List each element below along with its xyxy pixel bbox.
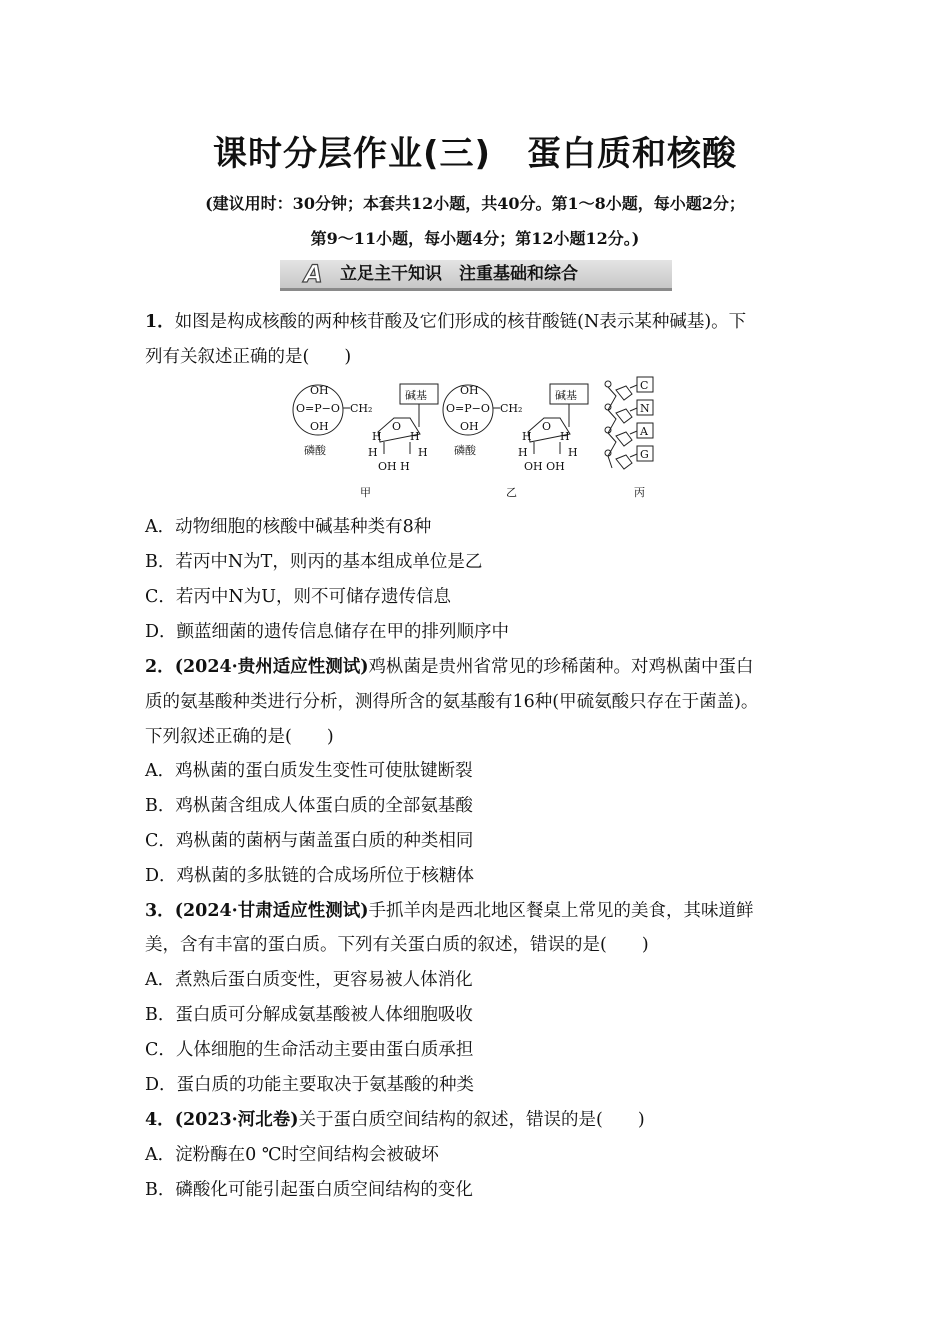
svg-text:H: H [368,446,378,459]
q3-stem-text1: 手抓羊肉是西北地区餐桌上常见的美食，其味道鲜 [368,901,754,921]
time-note-line2: 第9～11小题，每小题4分；第12小题12分。) [310,229,640,248]
q1-option-d: D．颤蓝细菌的遗传信息储存在甲的排列顺序中 [145,622,510,642]
q2-option-a: A．鸡枞菌的蛋白质发生变性可使肽键断裂 [145,761,473,781]
q4-option-a: A．淀粉酶在0 ℃时空间结构会被破坏 [145,1145,439,1165]
svg-text:CH₂: CH₂ [500,402,523,415]
q3-option-c: C．人体细胞的生命活动主要由蛋白质承担 [145,1040,474,1060]
q1-option-c: C．若丙中N为U，则不可储存遗传信息 [145,587,451,607]
svg-text:N: N [640,402,650,415]
title-part1: 课时分层作业(三) [212,134,492,174]
svg-text:H: H [560,430,570,443]
q4-number: 4． [145,1110,175,1130]
section-title: 立足主干知识 注重基础和综合 [340,264,578,284]
svg-text:磷酸: 磷酸 [304,444,326,457]
label-jia: 甲 [360,486,371,499]
svg-text:G: G [640,448,649,461]
q3-option-d: D．蛋白质的功能主要取决于氨基酸的种类 [145,1075,475,1095]
q1-number: 1． [145,312,175,332]
svg-text:OH: OH [310,420,329,433]
q2-source: (2024·贵州适应性测试) [174,657,369,677]
q1-stem-line1 [145,310,746,334]
q2-number: 2． [145,657,175,677]
svg-text:碱基: 碱基 [555,389,577,402]
svg-text:O=P−O: O=P−O [296,402,340,415]
q3-source: (2024·甘肃适应性测试) [174,901,369,921]
q2-stem-line3: 下列叙述正确的是( ) [145,727,334,747]
label-bing: 丙 [634,486,645,499]
svg-text:OH: OH [460,420,479,433]
svg-text:OH: OH [460,384,479,397]
q2-stem-line2: 质的氨基酸种类进行分析，测得所含的氨基酸有16种(甲硫氨酸只存在于菌盖)。 [145,692,759,712]
q3-option-b: B．蛋白质可分解成氨基酸被人体细胞吸收 [145,1005,473,1025]
title-part2: 蛋白质和核酸 [527,134,738,174]
q2-option-d: D．鸡枞菌的多肽链的合成场所位于核糖体 [145,866,475,886]
q2-stem-text1: 鸡枞菌是贵州省常见的珍稀菌种。对鸡枞菌中蛋白 [368,657,754,677]
q4-stem-line1 [145,1108,645,1132]
nucleotide-figure [290,372,670,502]
svg-text:碱基: 碱基 [405,389,427,402]
nucleotide-chain-bing [605,377,653,499]
q4-option-b: B．磷酸化可能引起蛋白质空间结构的变化 [145,1180,473,1200]
page-title [0,126,950,175]
svg-text:O=P−O: O=P−O [446,402,490,415]
label-yi: 乙 [506,486,517,499]
svg-text:H: H [522,430,532,443]
svg-text:C: C [640,379,649,392]
svg-text:O: O [542,420,552,433]
q3-stem-line1 [145,899,754,923]
q3-number: 3． [145,901,175,921]
section-banner [280,260,672,291]
svg-text:磷酸: 磷酸 [454,444,476,457]
svg-text:H: H [372,430,382,443]
nucleotide-yi [443,384,588,499]
section-badge: A [304,260,323,288]
q3-stem-line2: 美，含有丰富的蛋白质。下列有关蛋白质的叙述，错误的是( ) [145,935,649,955]
svg-text:OH: OH [310,384,329,397]
svg-text:H: H [518,446,528,459]
svg-text:O: O [392,420,402,433]
svg-text:A: A [640,425,648,438]
svg-text:OH H: OH H [378,460,410,473]
time-note-line1: (建议用时：30分钟；本套共12小题，共40分。第1～8小题，每小题2分； [205,194,745,213]
svg-text:CH₂: CH₂ [350,402,373,415]
svg-text:OH OH: OH OH [524,460,565,473]
q1-stem-text1: 如图是构成核酸的两种核苷酸及它们形成的核苷酸链(N表示某种碱基)。下 [174,312,747,332]
svg-text:H: H [418,446,428,459]
nucleotide-jia [293,384,438,499]
q2-stem-line1 [145,655,754,679]
q1-option-b: B．若丙中N为T，则丙的基本组成单位是乙 [145,552,483,572]
q2-option-b: B．鸡枞菌含组成人体蛋白质的全部氨基酸 [145,796,473,816]
q4-source: (2023·河北卷) [174,1110,299,1130]
q1-stem-line2: 列有关叙述正确的是( ) [145,347,352,367]
q2-option-c: C．鸡枞菌的菌柄与菌盖蛋白质的种类相同 [145,831,474,851]
svg-text:H: H [568,446,578,459]
q1-option-a: A．动物细胞的核酸中碱基种类有8种 [145,517,432,537]
q4-stem-text1: 关于蛋白质空间结构的叙述，错误的是( ) [298,1110,645,1130]
svg-text:H: H [410,430,420,443]
q3-option-a: A．煮熟后蛋白质变性，更容易被人体消化 [145,970,473,990]
